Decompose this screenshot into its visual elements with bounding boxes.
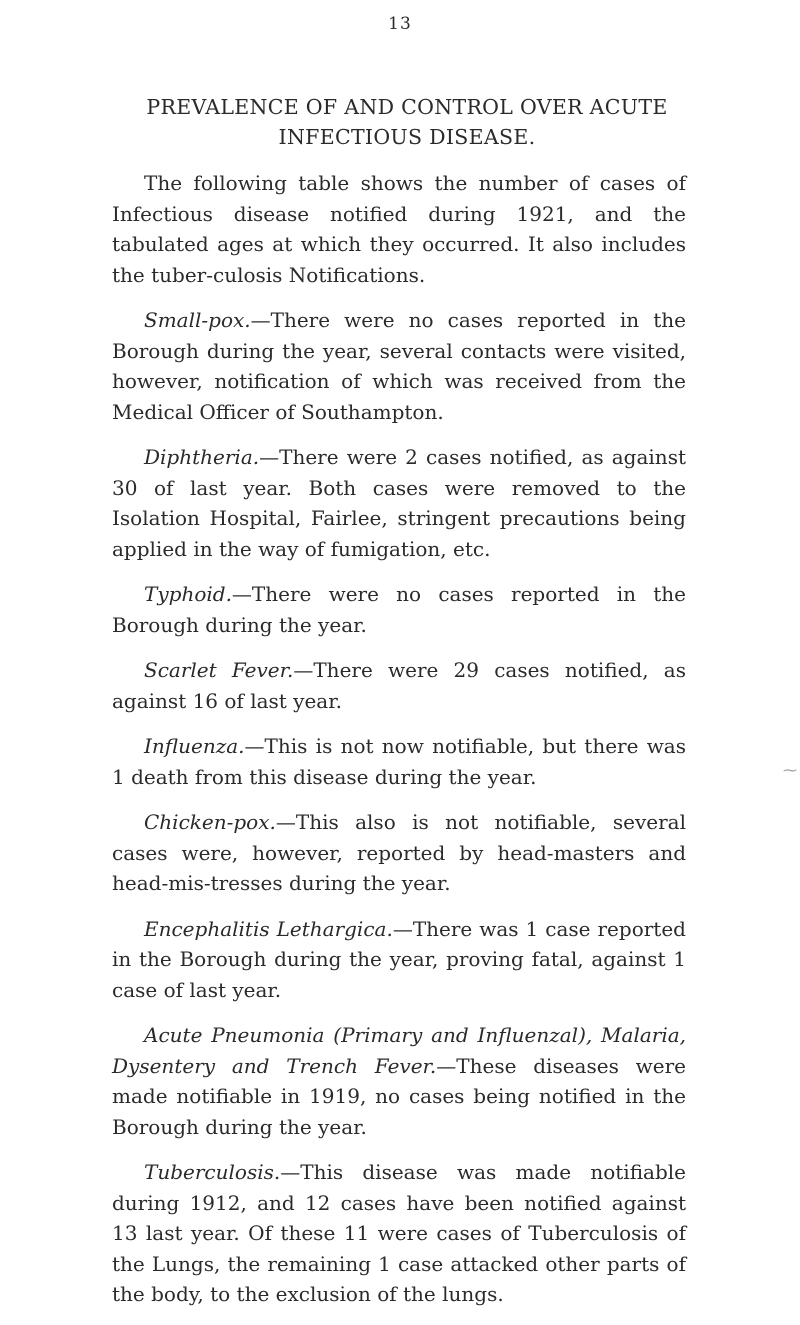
- section-heading: [128, 92, 686, 152]
- margin-mark-icon: ⁓: [783, 763, 797, 779]
- disease-term: Tuberculosis.: [144, 1160, 281, 1184]
- paragraph-tuberculosis: [112, 1157, 686, 1310]
- disease-term: Acute Pneumonia (Primary and Influenzal), Malaria, Dysentery and Trench Fever.: [112, 1023, 686, 1078]
- paragraph-intro: [112, 168, 686, 290]
- paragraph-encephalitis: [112, 914, 686, 1006]
- paragraph-acute-pneumonia: [112, 1020, 686, 1142]
- paragraph-small-pox: [112, 305, 686, 427]
- paragraph-scarlet-fever: [112, 655, 686, 716]
- paragraph-text: —There was 1 case reported in the Borough during the year, proving fatal, against 1 case of last year.: [112, 916, 686, 1002]
- paragraph-chicken-pox: [112, 807, 686, 899]
- paragraph-text: —There were no cases reported in the Borough during the year, several contacts were visited, however, notification of which was received from the Medical Officer of Southampton.: [112, 308, 686, 424]
- page-number: 13: [388, 14, 412, 34]
- document-body: [112, 168, 686, 1325]
- section-heading-line-2: INFECTIOUS DISEASE.: [278, 125, 536, 149]
- disease-term: Encephalitis Lethargica.: [144, 916, 393, 941]
- disease-term: Small-pox.: [144, 308, 251, 332]
- paragraph-text: —There were 2 cases notified, as against 30 of last year. Both cases were removed to the Isolation Hospital, Fairlee, stringent precautions being applied in the way of fumigation, etc.: [112, 445, 686, 561]
- paragraph-text: —There were 29 cases notified, as against 16 of last year.: [112, 658, 686, 713]
- paragraph-text: —This disease was made notifiable during 1912, and 12 cases have been notified against 13 last year. Of these 11 were cases of Tuberculosis of the Lungs, the remaining 1 case attacked other parts of the body, to the exclusion of the lungs.: [112, 1160, 686, 1306]
- disease-term: Diphtheria.: [144, 445, 260, 469]
- disease-term: Scarlet Fever.: [144, 658, 294, 682]
- paragraph-text: The following table shows the number of cases of Infectious disease notified during 1921, and the tabulated ages at which they occurred. It also includes the tuber-culosis Notifications.: [112, 171, 686, 287]
- paragraph-typhoid: [112, 579, 686, 640]
- disease-term: Typhoid.: [144, 582, 232, 606]
- paragraph-text: —These diseases were made notifiable in 1919, no cases being notified in the Borough during the year.: [112, 1053, 687, 1139]
- paragraph-diphtheria: [112, 442, 686, 564]
- disease-term: Chicken-pox.: [144, 810, 276, 834]
- paragraph-text: —There were no cases reported in the Borough during the year.: [112, 582, 686, 637]
- paragraph-text: —This is not now notifiable, but there was 1 death from this disease during the year.: [112, 734, 686, 789]
- disease-term: Influenza.: [144, 734, 245, 758]
- paragraph-text: —This also is not notifiable, several cases were, however, reported by head-masters and head-mis-tresses during the year.: [112, 810, 686, 895]
- section-heading-line-1: PREVALENCE OF AND CONTROL OVER ACUTE: [146, 95, 668, 119]
- paragraph-influenza: [112, 731, 686, 792]
